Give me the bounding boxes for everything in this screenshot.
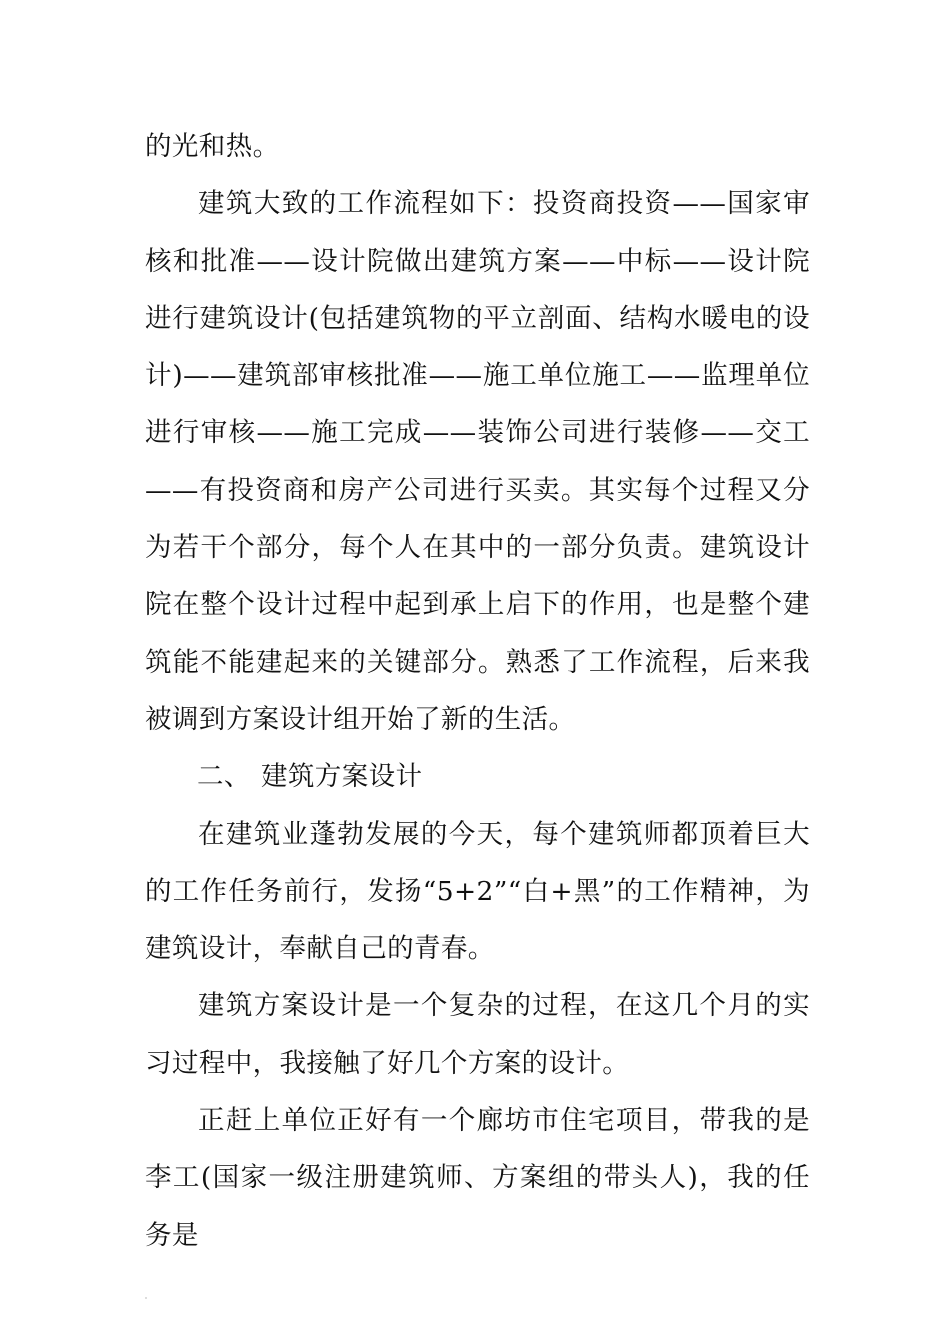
- paragraph-workflow: 建筑大致的工作流程如下：投资商投资——国家审核和批准——设计院做出建筑方案——中标——设计院进行建筑设计(包括建筑物的平立剖面、结构水暖电的设计)——建筑部审核批准——施工单位施工——监理单位进行审核——施工完成——装饰公司进行装修——交工——有投资商和房产公司进行买卖。其实每个过程又分为若干个部分，每个人在其中的一部分负责。建筑设计院在整个设计过程中起到承上启下的作用，也是整个建筑能不能建起来的关键部分。熟悉了工作流程，后来我被调到方案设计组开始了新的生活。: [145, 188, 810, 735]
- paragraph-continuation: 的光和热。: [145, 131, 280, 162]
- document-body: [145, 118, 810, 1264]
- section-heading: [145, 748, 810, 805]
- page-mark: [145, 1297, 147, 1299]
- section-number: 二、: [197, 761, 251, 793]
- paragraph-design-process: 建筑方案设计是一个复杂的过程，在这几个月的实习过程中，我接触了好几个方案的设计。: [145, 990, 810, 1079]
- paragraph-architects: 在建筑业蓬勃发展的今天，每个建筑师都顶着巨大的工作任务前行，发扬“5+2”“白+黑”的工作精神，为建筑设计，奉献自己的青春。: [145, 818, 810, 965]
- section-title: 建筑方案设计: [261, 761, 423, 793]
- paragraph-project: 正赶上单位正好有一个廊坊市住宅项目，带我的是李工(国家一级注册建筑师、方案组的带头人)，我的任务是: [145, 1105, 810, 1251]
